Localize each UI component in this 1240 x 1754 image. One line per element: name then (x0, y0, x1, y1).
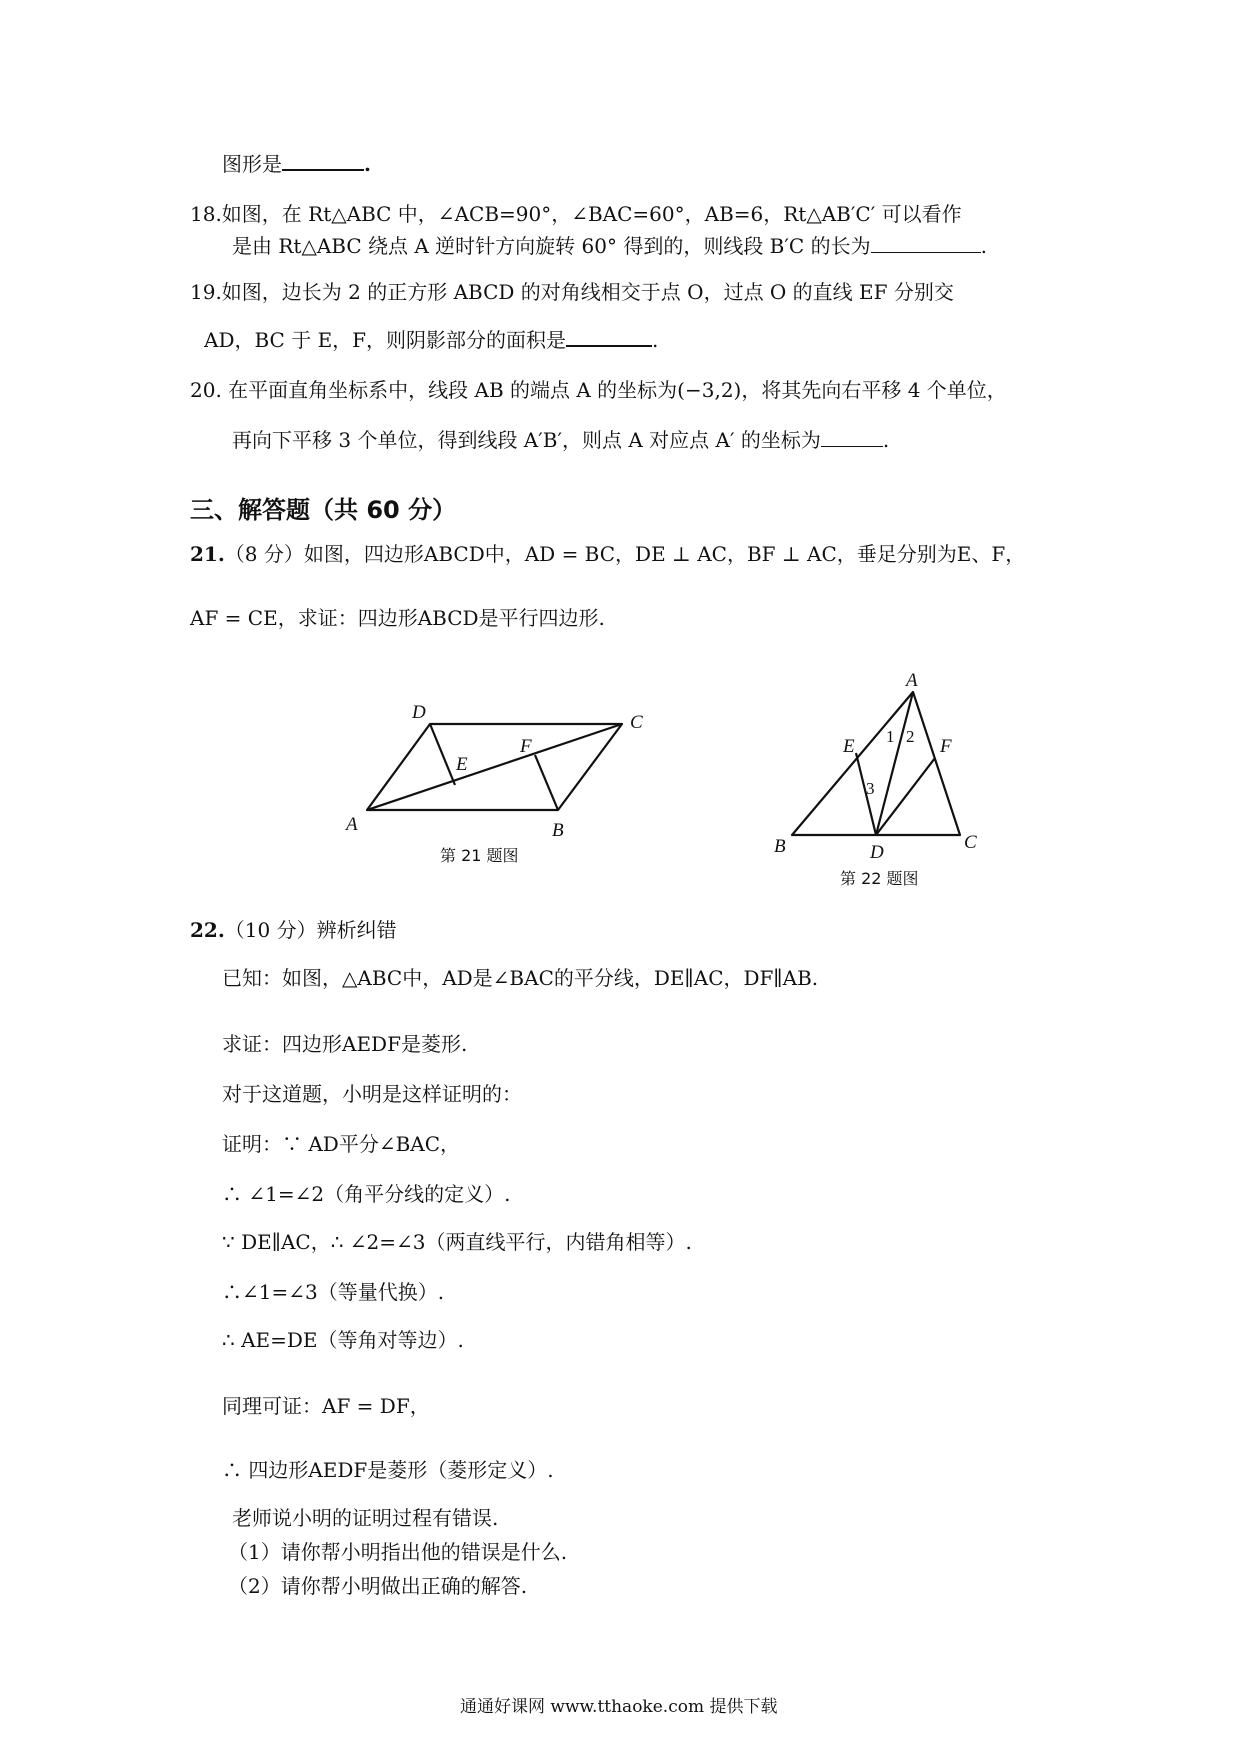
segment-de (430, 724, 455, 785)
label-b: B (774, 836, 786, 857)
proof-step-4: ∴∠1=∠3（等量代换）. (222, 1280, 445, 1304)
angle-label-3: 3 (866, 779, 875, 798)
q22-title: 22.（10 分）辨析纠错 (190, 918, 397, 942)
label-a: A (346, 814, 358, 835)
answer-blank[interactable] (871, 234, 981, 253)
q20-line2: 再向下平移 3 个单位，得到线段 A′B′，则点 A 对应点 A′ 的坐标为 . (232, 428, 890, 452)
q18-line1: 18.如图，在 Rt△ABC 中，∠ACB=90°，∠BAC=60°，AB=6，Rt△AB′C′ 可以看作 (190, 202, 962, 226)
label-e: E (456, 754, 468, 775)
diagonal-ac (367, 724, 622, 810)
label-c: C (630, 712, 643, 733)
q17-tail: 图形是 . (222, 152, 371, 176)
angle-label-2: 2 (906, 727, 915, 746)
q22-intro: 对于这道题，小明是这样证明的： (222, 1082, 522, 1106)
label-a: A (906, 670, 918, 691)
segment-bf (535, 755, 558, 810)
q22-prove: 求证：四边形AEDF是菱形. (222, 1032, 468, 1056)
proof-step-6: 同理可证：AF = DF， (222, 1394, 430, 1418)
proof-step-1: 证明：∵ AD平分∠BAC， (222, 1132, 461, 1156)
proof-step-7: ∴ 四边形AEDF是菱形（菱形定义）. (222, 1458, 554, 1482)
q19-line2: AD，BC 于 E，F，则阴影部分的面积是 . (204, 328, 659, 352)
angle-label-1: 1 (886, 727, 895, 746)
section-title: 三、解答题（共 60 分） (190, 496, 457, 524)
triangle-abc (792, 692, 960, 835)
figure-22 (770, 660, 990, 860)
task-2: （2）请你帮小明做出正确的解答. (228, 1574, 528, 1598)
q22-given: 已知：如图，△ABC中，AD是∠BAC的平分线，DE∥AC，DF∥AB. (222, 966, 819, 990)
figure-21-caption: 第 21 题图 (440, 846, 519, 865)
q19-line1: 19.如图，边长为 2 的正方形 ABCD 的对角线相交于点 O，过点 O 的直线 EF 分别交 (190, 280, 954, 304)
q21-line1: 21.（8 分）如图，四边形ABCD中，AD = BC，DE ⊥ AC，BF ⊥ AC，垂足分别为E、F， (190, 542, 1026, 566)
q20-line1: 20. 在平面直角坐标系中，线段 AB 的端点 A 的坐标为(−3,2)，将其先向右平移 4 个单位， (190, 378, 1007, 402)
teacher-note: 老师说小明的证明过程有错误. (232, 1506, 499, 1530)
label-c: C (964, 832, 977, 853)
answer-blank[interactable] (821, 428, 883, 447)
label-f: F (940, 736, 952, 757)
label-e: E (843, 736, 855, 757)
figure-22-caption: 第 22 题图 (840, 869, 919, 888)
label-d: D (412, 702, 426, 723)
answer-blank[interactable] (566, 327, 652, 347)
q18-line2: 是由 Rt△ABC 绕点 A 逆时针方向旋转 60° 得到的，则线段 B′C 的长为 . (232, 234, 987, 258)
proof-step-5: ∴ AE=DE（等角对等边）. (222, 1328, 464, 1352)
label-f: F (520, 736, 532, 757)
q21-line2: AF = CE，求证：四边形ABCD是平行四边形. (190, 606, 605, 630)
proof-step-3: ∵ DE∥AC，∴ ∠2=∠3（两直线平行，内错角相等）. (222, 1230, 692, 1254)
figure-21 (340, 690, 660, 840)
task-1: （1）请你帮小明指出他的错误是什么. (228, 1540, 568, 1564)
proof-step-2: ∴ ∠1=∠2（角平分线的定义）. (222, 1182, 511, 1206)
label-d: D (870, 842, 884, 860)
label-b: B (552, 820, 564, 840)
answer-blank[interactable] (282, 151, 364, 171)
footer-text: 通通好课网 www.tthaoke.com 提供下载 (460, 1697, 778, 1717)
